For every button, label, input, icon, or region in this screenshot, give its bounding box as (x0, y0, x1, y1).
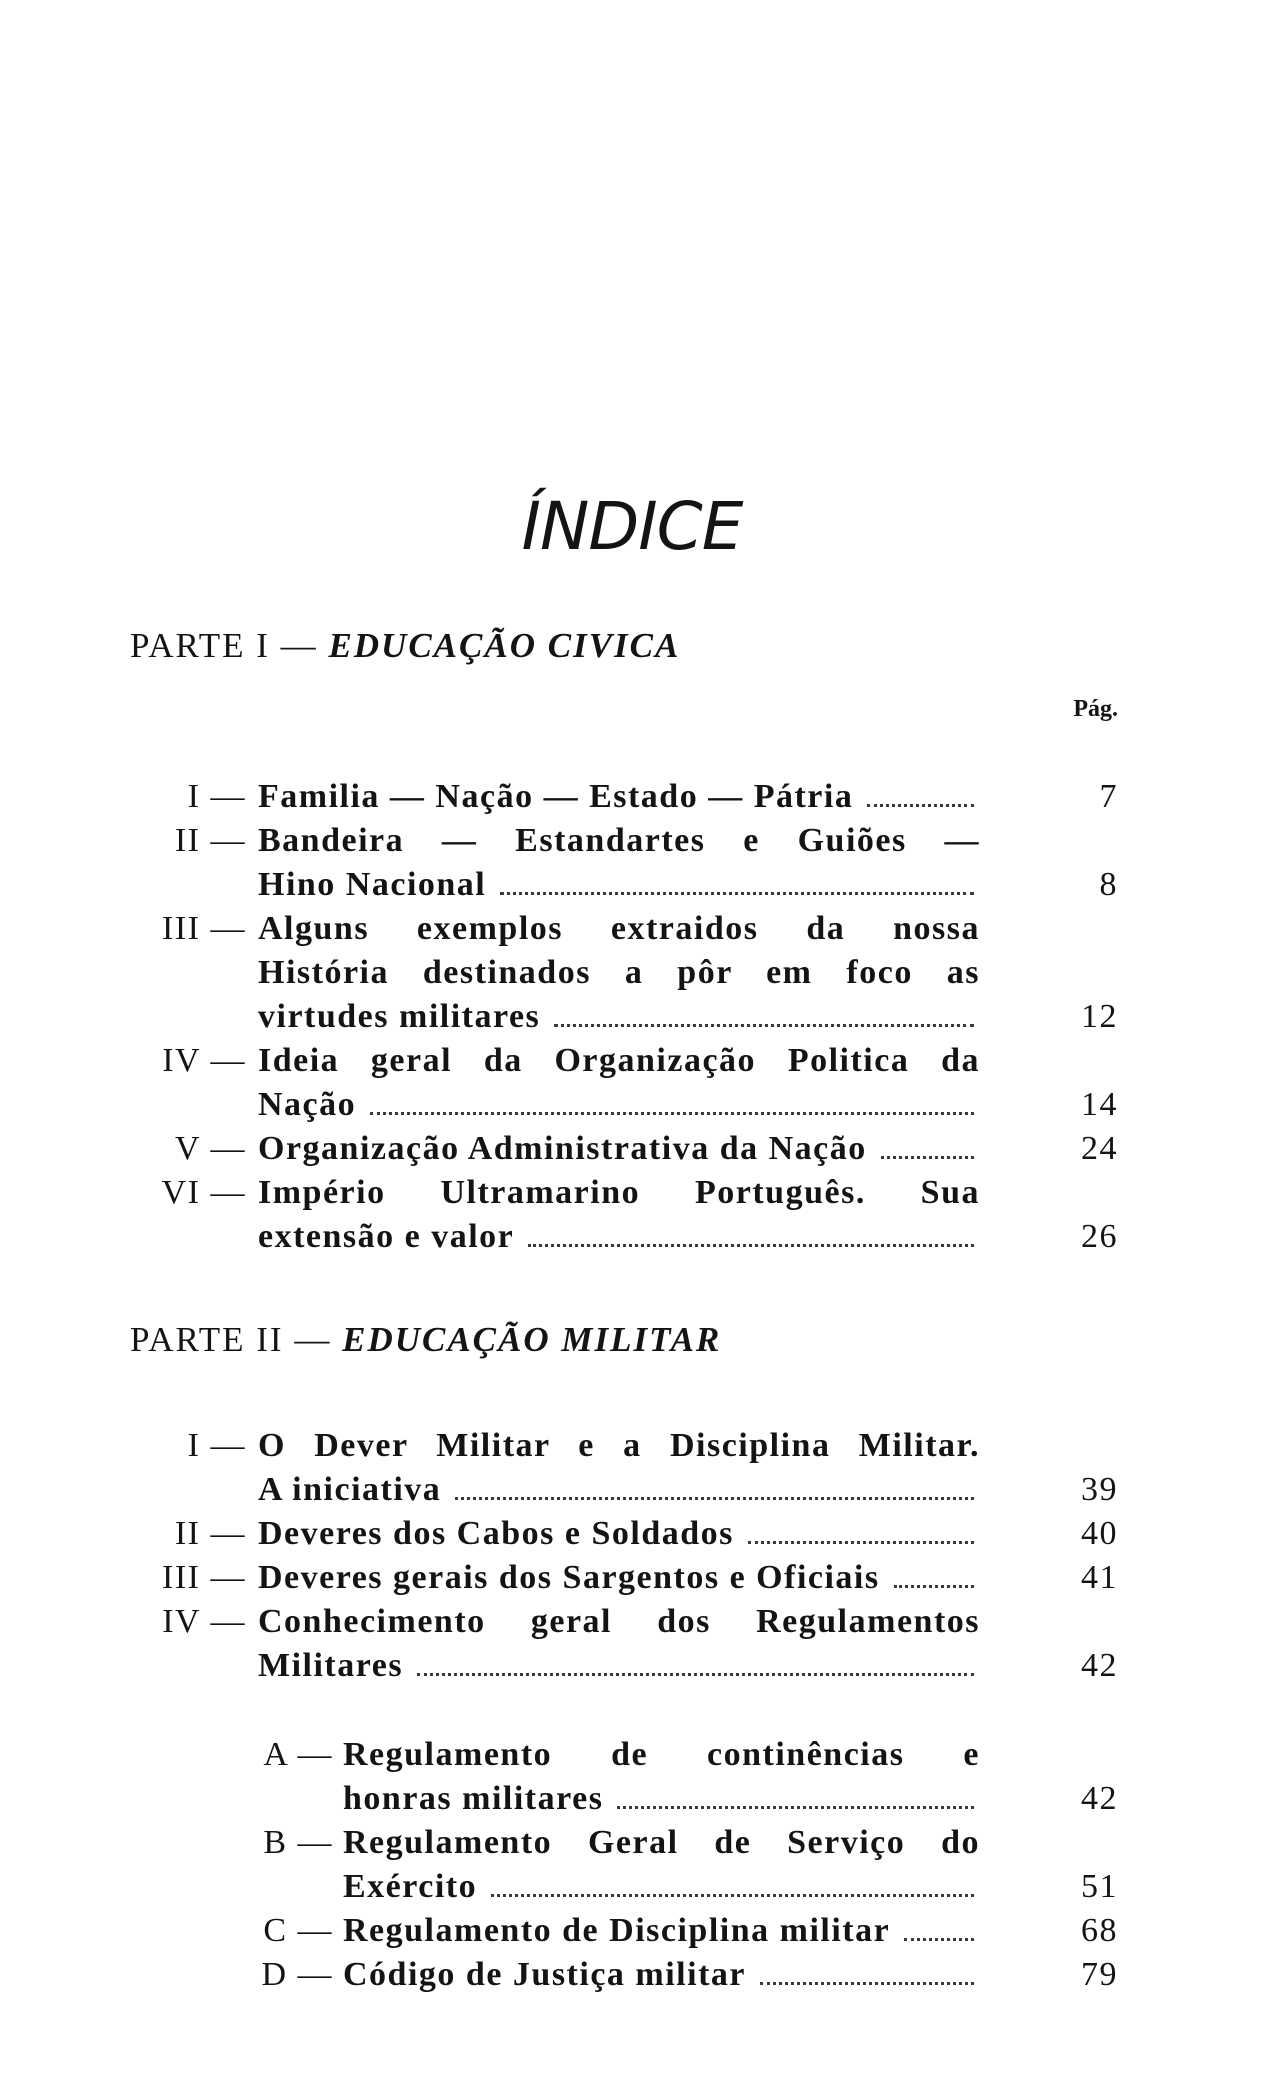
entry-page-number: 14 (1081, 1086, 1118, 1123)
entry-number: VI — (161, 1174, 246, 1211)
entry-title-text: Regulamento Geral de Serviço do (343, 1824, 980, 1861)
toc-entry-line (0, 863, 1264, 907)
entry-title (343, 1909, 980, 1953)
leader-dots (370, 1110, 974, 1115)
entry-page-number: 40 (1081, 1515, 1118, 1552)
entry-page-number: 42 (1081, 1647, 1118, 1684)
entry-page-number: 7 (1099, 778, 1118, 815)
leader-dots (881, 1154, 974, 1159)
entry-number: III — (162, 910, 246, 947)
entry-title-text: virtudes militares (258, 998, 541, 1035)
entry-number: III — (162, 1559, 246, 1596)
entry-page-number: 41 (1081, 1559, 1118, 1596)
toc-entry-line (0, 1083, 1264, 1127)
toc-entry-line (0, 1777, 1264, 1821)
entry-title (258, 1039, 980, 1083)
entry-number: I — (187, 1427, 246, 1464)
part-2-title: EDUCAÇÃO MILITAR (342, 1320, 722, 1359)
part-1-title: EDUCAÇÃO CIVICA (328, 626, 681, 665)
entry-page-number: 26 (1081, 1218, 1118, 1255)
toc-entry-line (0, 1468, 1264, 1512)
leader-dots (417, 1671, 974, 1676)
entry-title-text: Alguns exemplos extraidos da nossa (258, 910, 980, 947)
leader-dots (491, 1892, 974, 1897)
entry-title-text: Organização Administrativa da Nação (258, 1130, 867, 1167)
entry-title-text: Familia — Nação — Estado — Pátria (258, 778, 854, 815)
entry-number: D — (261, 1956, 333, 1993)
entry-title (258, 819, 980, 863)
entry-page-number: 39 (1081, 1471, 1118, 1508)
toc-entry-line (0, 907, 1264, 951)
entry-title-text: Militares (258, 1647, 404, 1684)
toc-entry-line (0, 1512, 1264, 1556)
part-2-label: PARTE II — (130, 1320, 332, 1359)
leader-dots (528, 1242, 974, 1247)
entry-number: II — (174, 822, 246, 859)
entry-title (258, 951, 980, 995)
entry-number: V — (175, 1130, 246, 1167)
leader-dots (760, 1980, 974, 1985)
entry-title (258, 995, 980, 1039)
part-2-heading (130, 1320, 721, 1360)
toc-entry-line (0, 1424, 1264, 1468)
toc-entry-line (0, 1215, 1264, 1259)
toc-entry-line (0, 1865, 1264, 1909)
entry-title (258, 1600, 980, 1644)
entry-title (258, 1512, 980, 1556)
page-title: ÍNDICE (521, 488, 743, 565)
toc-entry-line (0, 995, 1264, 1039)
toc-entry-line (0, 1127, 1264, 1171)
entry-title-text: Regulamento de continências e (343, 1736, 980, 1773)
leader-dots (894, 1583, 974, 1588)
entry-page-number: 8 (1099, 866, 1118, 903)
entry-title (343, 1821, 980, 1865)
toc-entry-line (0, 1733, 1264, 1777)
toc-entry-line (0, 1953, 1264, 1997)
entry-title (343, 1777, 980, 1821)
entry-title (343, 1865, 980, 1909)
entry-title-text: Ideia geral da Organização Politica da (258, 1042, 980, 1079)
entry-title (258, 775, 980, 819)
toc-entry-line (0, 951, 1264, 995)
entry-title-text: Conhecimento geral dos Regulamentos (258, 1603, 980, 1640)
entry-title-text: A iniciativa (258, 1471, 442, 1508)
entry-title (258, 1468, 980, 1512)
entry-title-text: Exército (343, 1868, 478, 1905)
entry-page-number: 12 (1081, 998, 1118, 1035)
entry-title (343, 1733, 980, 1777)
toc-entry-line (0, 1644, 1264, 1688)
leader-dots (748, 1539, 974, 1544)
leader-dots (554, 1022, 974, 1027)
entry-title (258, 1083, 980, 1127)
entry-title-text: Nação (258, 1086, 357, 1123)
entry-title (258, 1424, 980, 1468)
toc-entry-line (0, 1909, 1264, 1953)
toc-entry-line (0, 1039, 1264, 1083)
entry-page-number: 42 (1081, 1780, 1118, 1817)
entry-page-number: 79 (1081, 1956, 1118, 1993)
leader-dots (904, 1936, 974, 1941)
entry-title-text: Código de Justiça militar (343, 1956, 746, 1993)
entry-title (258, 907, 980, 951)
entry-page-number: 68 (1081, 1912, 1118, 1949)
part-1-label: PARTE I — (130, 626, 318, 665)
entry-title-text: Deveres dos Cabos e Soldados (258, 1515, 734, 1552)
entry-number: IV — (162, 1042, 246, 1079)
leader-dots (500, 890, 974, 895)
toc-entry-line (0, 1821, 1264, 1865)
entry-page-number: 51 (1081, 1868, 1118, 1905)
entry-number: B — (263, 1824, 333, 1861)
entry-number: A — (263, 1736, 333, 1773)
entry-number: C — (263, 1912, 333, 1949)
entry-title-text: Regulamento de Disciplina militar (343, 1912, 891, 1949)
entry-title (258, 1215, 980, 1259)
entry-title-text: extensão e valor (258, 1218, 515, 1255)
toc-entry-line (0, 819, 1264, 863)
part-1-heading (130, 626, 680, 666)
leader-dots (455, 1495, 974, 1500)
toc-entry-line (0, 775, 1264, 819)
entry-title (258, 1644, 980, 1688)
leader-dots (617, 1804, 974, 1809)
entry-title-text: Hino Nacional (258, 866, 487, 903)
entry-title-text: História destinados a pôr em foco as (258, 954, 980, 991)
entry-number: I — (187, 778, 246, 815)
toc-entry-line (0, 1600, 1264, 1644)
entry-title-text: Império Ultramarino Português. Sua (258, 1174, 980, 1211)
entry-title-text: Deveres gerais dos Sargentos e Oficiais (258, 1559, 880, 1596)
entry-title-text: O Dever Militar e a Disciplina Militar. (258, 1427, 980, 1464)
toc-entry-line (0, 1171, 1264, 1215)
entry-title (258, 1127, 980, 1171)
leader-dots (867, 802, 974, 807)
entry-title (258, 1171, 980, 1215)
entry-number: IV — (162, 1603, 246, 1640)
entry-page-number: 24 (1081, 1130, 1118, 1167)
entry-number: II — (174, 1515, 246, 1552)
entry-title-text: honras militares (343, 1780, 604, 1817)
entry-title (258, 1556, 980, 1600)
entry-title-text: Bandeira — Estandartes e Guiões — (258, 822, 980, 859)
toc-entry-line (0, 1556, 1264, 1600)
entry-title (343, 1953, 980, 1997)
entry-title (258, 863, 980, 907)
page-column-header: Pág. (1073, 696, 1118, 722)
